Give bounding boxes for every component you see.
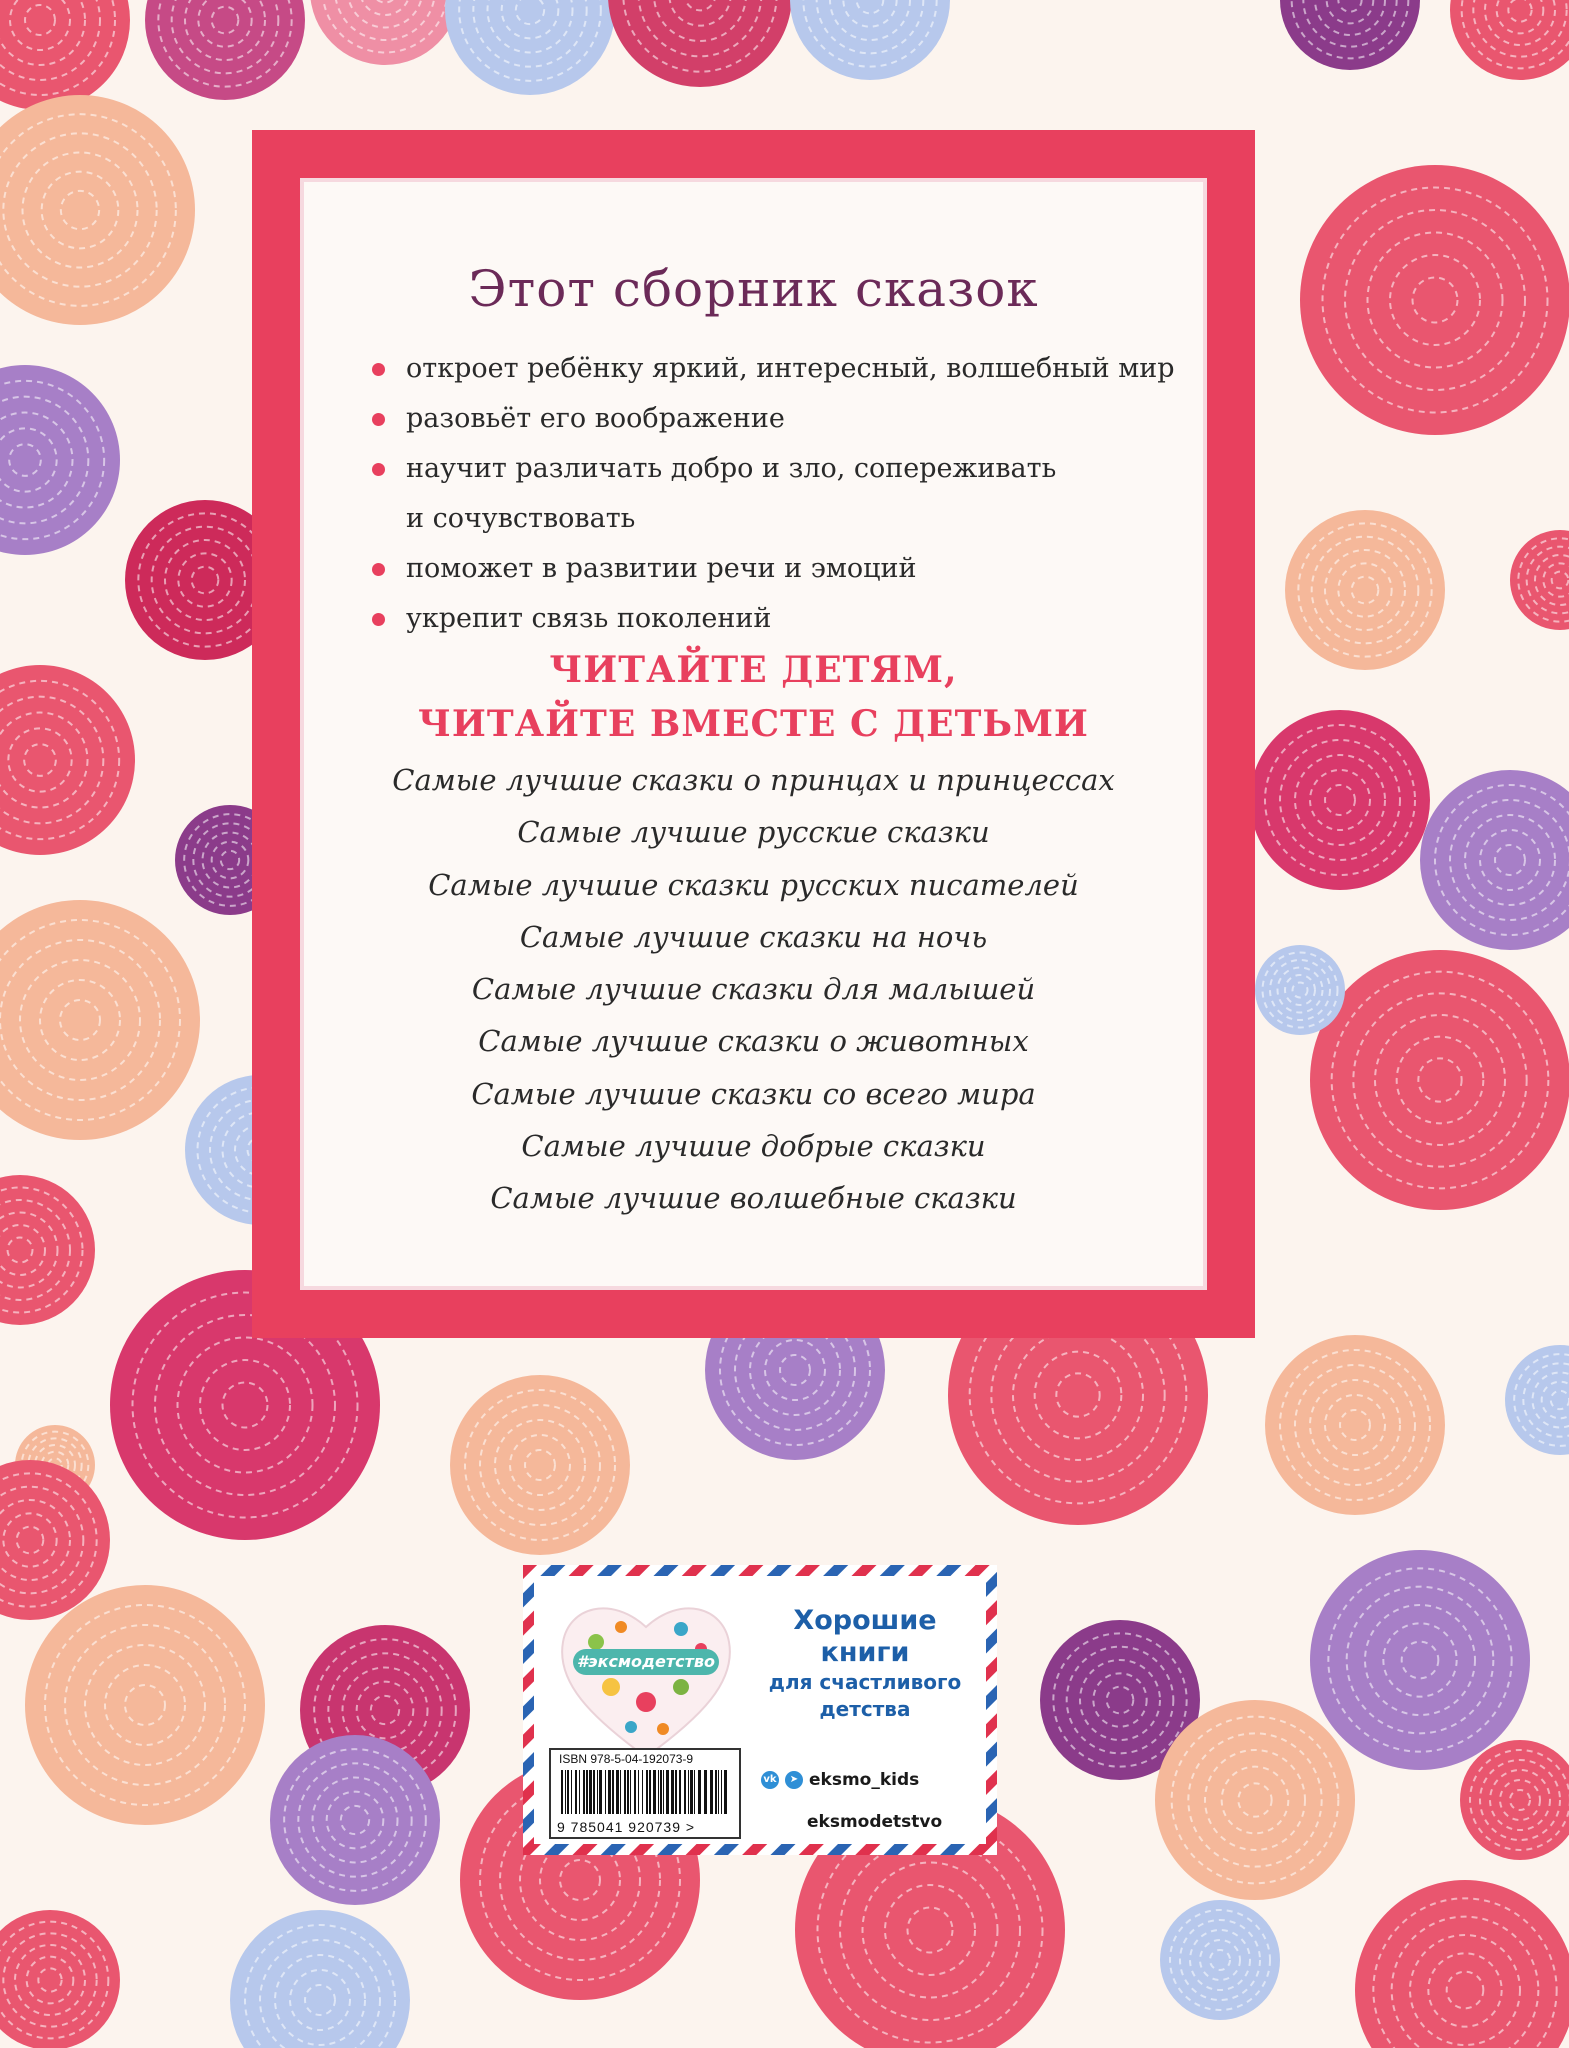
barcode-bar <box>605 1770 606 1814</box>
barcode-bar <box>571 1770 572 1814</box>
telegram-icon[interactable]: ➤ <box>785 1771 803 1789</box>
barcode-bar <box>597 1770 598 1814</box>
barcode-bar <box>694 1770 695 1814</box>
vk-icon[interactable]: vk <box>761 1771 779 1789</box>
decorative-dot <box>1510 530 1569 630</box>
decorative-dot <box>1155 1700 1355 1900</box>
barcode-bar <box>599 1770 602 1814</box>
social-handle[interactable]: eksmo_kids <box>809 1770 920 1790</box>
decorative-dot <box>1300 165 1569 435</box>
barcode-bar <box>718 1770 719 1814</box>
benefit-item: разовьёт его воображение <box>370 394 1200 444</box>
decorative-dot <box>310 0 460 65</box>
barcode-bar <box>663 1770 664 1814</box>
slogan: Хорошие книги для счастливого детства <box>768 1605 962 1721</box>
decorative-dot <box>1355 1880 1569 2048</box>
barcode-bar <box>630 1770 631 1814</box>
benefit-item: поможет в развитии речи и эмоций <box>370 544 1200 594</box>
decorative-dot <box>1310 950 1569 1210</box>
book-title: Самые лучшие волшебные сказки <box>490 1181 1017 1216</box>
barcode-bar <box>721 1770 722 1814</box>
barcode-bar <box>583 1770 585 1814</box>
read-to-children-heading <box>300 643 1207 751</box>
barcode-bar <box>620 1770 621 1814</box>
decorative-dot <box>790 0 950 80</box>
decorative-dot <box>0 1910 120 2048</box>
decorative-dot <box>0 1460 110 1620</box>
eksmodetstvo-heart-logo <box>551 1587 741 1767</box>
hashtag-label: #эксмодетство <box>577 1652 715 1671</box>
bullet-icon <box>372 363 385 376</box>
decorative-dot <box>0 0 130 110</box>
barcode-bar <box>704 1770 707 1814</box>
barcode-bar <box>671 1770 674 1814</box>
decorative-dot <box>1460 1740 1569 1860</box>
isbn-number: ISBN 978-5-04-192073-9 <box>559 1752 694 1766</box>
barcode-bar <box>634 1770 636 1814</box>
barcode-bar <box>567 1770 569 1814</box>
barcode-bar <box>666 1770 669 1814</box>
barcode-bar <box>565 1770 566 1814</box>
barcode-bar <box>608 1770 611 1814</box>
barcode-bar <box>658 1770 659 1814</box>
heart-icon <box>551 1587 741 1767</box>
decorative-dot <box>450 1375 630 1555</box>
publisher-card <box>523 1565 997 1855</box>
barcode-bar <box>612 1770 614 1814</box>
barcode-bar <box>646 1770 648 1814</box>
book-title: Самые лучшие сказки на ночь <box>519 919 988 954</box>
barcode-bar <box>724 1770 727 1814</box>
decorative-dot <box>1255 945 1345 1035</box>
barcode-digits: 9 785041 920739 > <box>557 1819 696 1835</box>
barcode-bar <box>579 1770 580 1814</box>
book-title: Самые лучшие добрые сказки <box>521 1129 986 1164</box>
heading-line-1: ЧИТАЙТЕ ДЕТЯМ, <box>549 649 958 691</box>
bullet-icon <box>372 463 385 476</box>
benefits-list <box>370 344 1200 644</box>
book-title: Самые лучшие сказки со всего мира <box>471 1076 1036 1111</box>
barcode-bar <box>679 1770 681 1814</box>
barcode-icon <box>559 1770 731 1814</box>
decorative-dot <box>1160 1900 1280 2020</box>
barcode-bar <box>675 1770 677 1814</box>
barcode-bar <box>561 1770 563 1814</box>
barcode-bar <box>575 1770 577 1814</box>
barcode-bar <box>698 1770 701 1814</box>
decorative-dot <box>0 365 120 555</box>
barcode-bar <box>589 1770 592 1814</box>
book-title: Самые лучшие русские сказки <box>517 815 990 850</box>
barcode-bar <box>638 1770 639 1814</box>
info-panel-inner <box>300 178 1207 1290</box>
decorative-dot <box>1280 0 1420 70</box>
decorative-dot <box>270 1735 440 1905</box>
heading-line-2: ЧИТАЙТЕ ВМЕСТЕ С ДЕТЬМИ <box>418 703 1089 745</box>
barcode-bar <box>684 1770 686 1814</box>
barcode-bar <box>653 1770 656 1814</box>
barcode-bar <box>627 1770 629 1814</box>
barcode-bar <box>688 1770 689 1814</box>
benefit-item: научит различать добро и зло, сопереживать и сочувствовать <box>370 444 1200 544</box>
barcode-bar <box>586 1770 588 1814</box>
decorative-dot <box>0 1175 95 1325</box>
barcode-bar <box>710 1770 713 1814</box>
series-book-list <box>300 754 1207 1225</box>
barcode-bar <box>690 1770 693 1814</box>
decorative-dot <box>1265 1335 1445 1515</box>
decorative-dot <box>1310 1550 1530 1770</box>
decorative-dot <box>230 1910 410 2048</box>
benefit-item: укрепит связь поколений <box>370 594 1200 644</box>
barcode-bar <box>642 1770 643 1814</box>
decorative-dot <box>1250 710 1430 890</box>
site-row <box>761 1807 942 1837</box>
book-title: Самые лучшие сказки русских писателей <box>428 867 1079 902</box>
bullet-icon <box>372 613 385 626</box>
benefit-item: откроет ребёнку яркий, интересный, волшебный мир <box>370 344 1200 394</box>
bullet-icon <box>372 563 385 576</box>
book-title: Самые лучшие сказки о животных <box>478 1024 1029 1059</box>
book-title: Самые лучшие сказки о принцах и принцессах <box>392 763 1115 797</box>
barcode-bar <box>715 1770 717 1814</box>
bullet-icon <box>372 413 385 426</box>
info-panel <box>252 130 1255 1338</box>
site-handle[interactable]: eksmodetstvo <box>807 1812 943 1832</box>
barcode-bar <box>649 1770 651 1814</box>
barcode-bar <box>616 1770 619 1814</box>
decorative-dot <box>608 0 792 87</box>
decorative-dot <box>25 1585 265 1825</box>
social-links <box>761 1765 942 1837</box>
decorative-dot <box>1285 510 1445 670</box>
isbn-barcode <box>549 1748 741 1839</box>
decorative-dot <box>0 665 135 855</box>
book-title: Самые лучшие сказки для малышей <box>471 972 1036 1007</box>
social-row <box>761 1765 942 1795</box>
barcode-bar <box>660 1770 662 1814</box>
barcode-bar <box>593 1770 595 1814</box>
decorative-dot <box>145 0 305 100</box>
barcode-bar <box>624 1770 626 1814</box>
panel-title: Этот сборник сказок <box>468 260 1039 318</box>
